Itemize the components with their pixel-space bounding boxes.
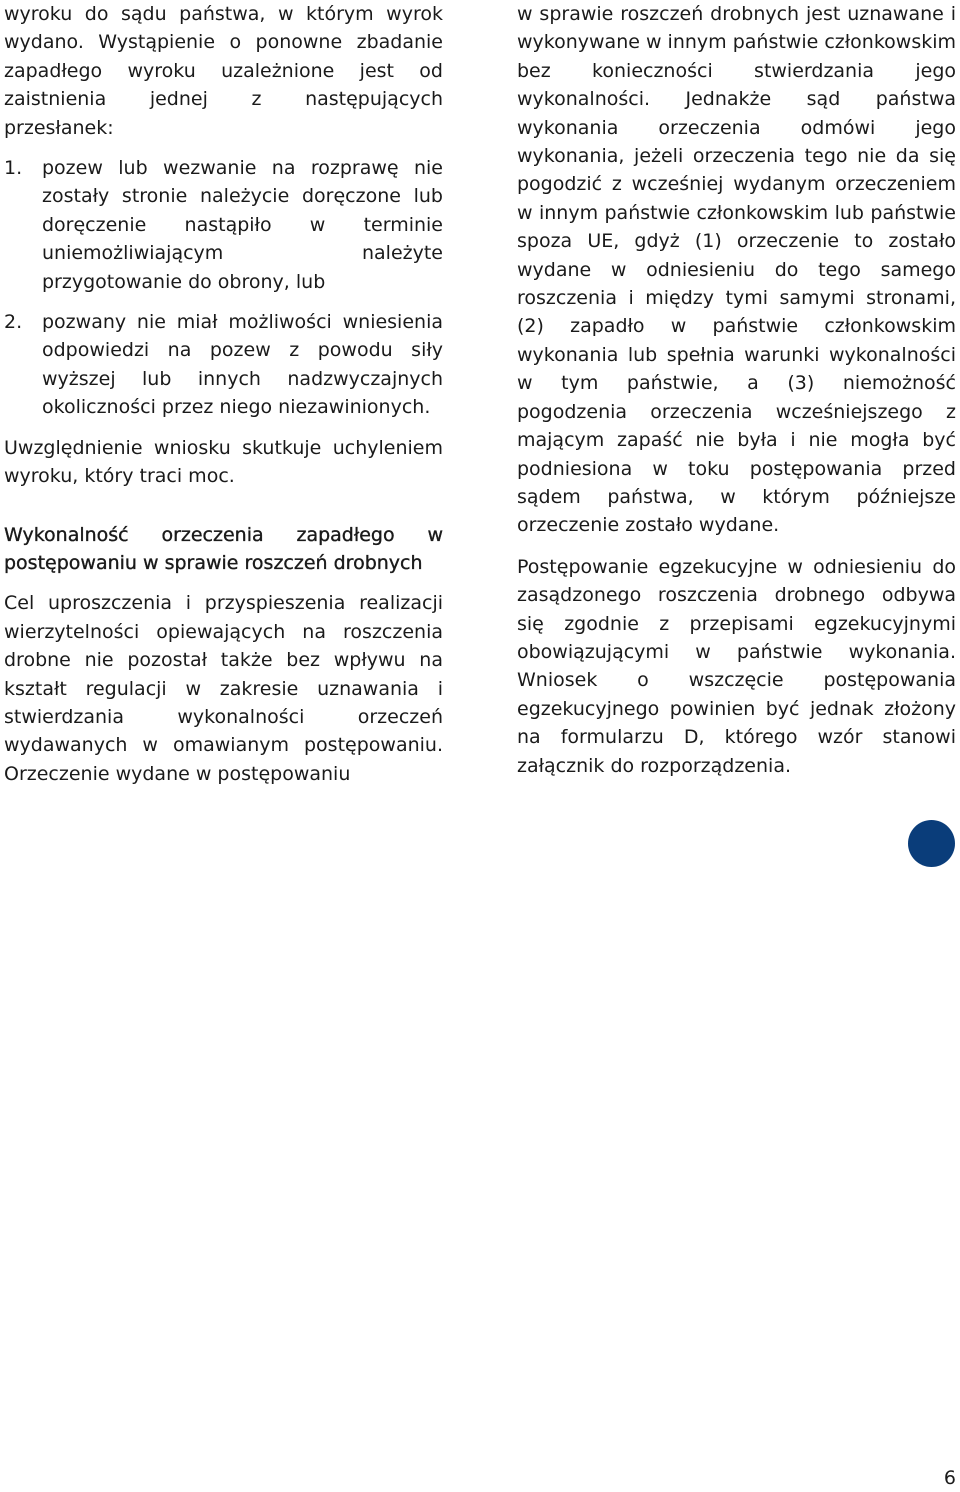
page-number: 6	[943, 1467, 956, 1489]
premises-list	[4, 154, 443, 422]
list-item	[4, 154, 443, 296]
recognition-paragraph: w sprawie roszczeń drobnych jest uznawane i wykonywane w innym państwie członkowskim bez konieczności stwierdzania jego wykonalności. Jednakże sąd państwa wykonania orzeczenia odmówi jego wykonania, jeżeli orzeczenia tego nie da się pogodzić z wcześniej wydanym orzeczeniem w innym państwie członkowskim lub państwie spoza UE, gdyż (1) orzeczenie to zostało wydane w odniesieniu do tego samego roszczenia i między tymi samymi stronami, (2) zapadło w państwie członkowskim wykonania lub spełnia warunki wykonalności w tym państwie, a (3) niemożność pogodzenia orzeczenia wcześniejszego z mającym zapaść nie była i nie mogła być podniesiona w toku postępowania przed sądem państwa, w którym późniejsze orzeczenie zostało wydane.	[517, 3, 957, 537]
intro-paragraph: wyroku do sądu państwa, w którym wyrok wydano. Wystąpienie o ponowne zbadanie zapadłego wyroku uzależnione jest od zaistnienia jednej z następujących przesłanek:	[4, 3, 443, 139]
list-item-text: pozew lub wezwanie na rozprawę nie zostały stronie należycie doręczone lub doręczenie nastąpiło w terminie uniemożliwiającym należyte przygotowanie do obrony, lub	[42, 157, 443, 293]
section-body-paragraph: Cel uproszczenia i przyspieszenia realizacji wierzytelności opiewających na roszczenia drobne nie pozostał także bez wpływu na kształt regulacji w zakresie uznawania i stwierdzania wykonalności orzeczeń wydawanych w omawianym postępowaniu. Orzeczenie wydane w postępowaniu	[4, 592, 443, 785]
list-item-number: 1.	[4, 157, 23, 180]
section-heading: Wykonalność orzeczenia zapadłego w postępowaniu w sprawie roszczeń drobnych	[4, 523, 443, 574]
after-list-paragraph: Uwzględnienie wniosku skutkuje uchyleniem wyroku, który traci moc.	[4, 436, 443, 488]
list-item-number: 2.	[4, 311, 23, 334]
list-item-text: pozwany nie miał możliwości wniesienia odpowiedzi na pozew z powodu siły wyższej lub innych nadzwyczajnych okoliczności przez niego niezawinionych.	[42, 311, 443, 419]
list-item	[4, 308, 443, 422]
blue-dot-decoration	[908, 820, 955, 867]
right-column	[517, 0, 956, 780]
enforcement-paragraph: Postępowanie egzekucyjne w odniesieniu do zasądzonego roszczenia drobnego odbywa się zgodnie z przepisami egzekucyjnymi obowiązującymi w państwie wykonania. Wniosek o wszczęcie postępowania egzekucyjnego powinien być jednak złożony na formularzu D, którego wzór stanowi załącznik do rozporządzenia.	[517, 555, 956, 777]
left-column	[4, 0, 443, 788]
